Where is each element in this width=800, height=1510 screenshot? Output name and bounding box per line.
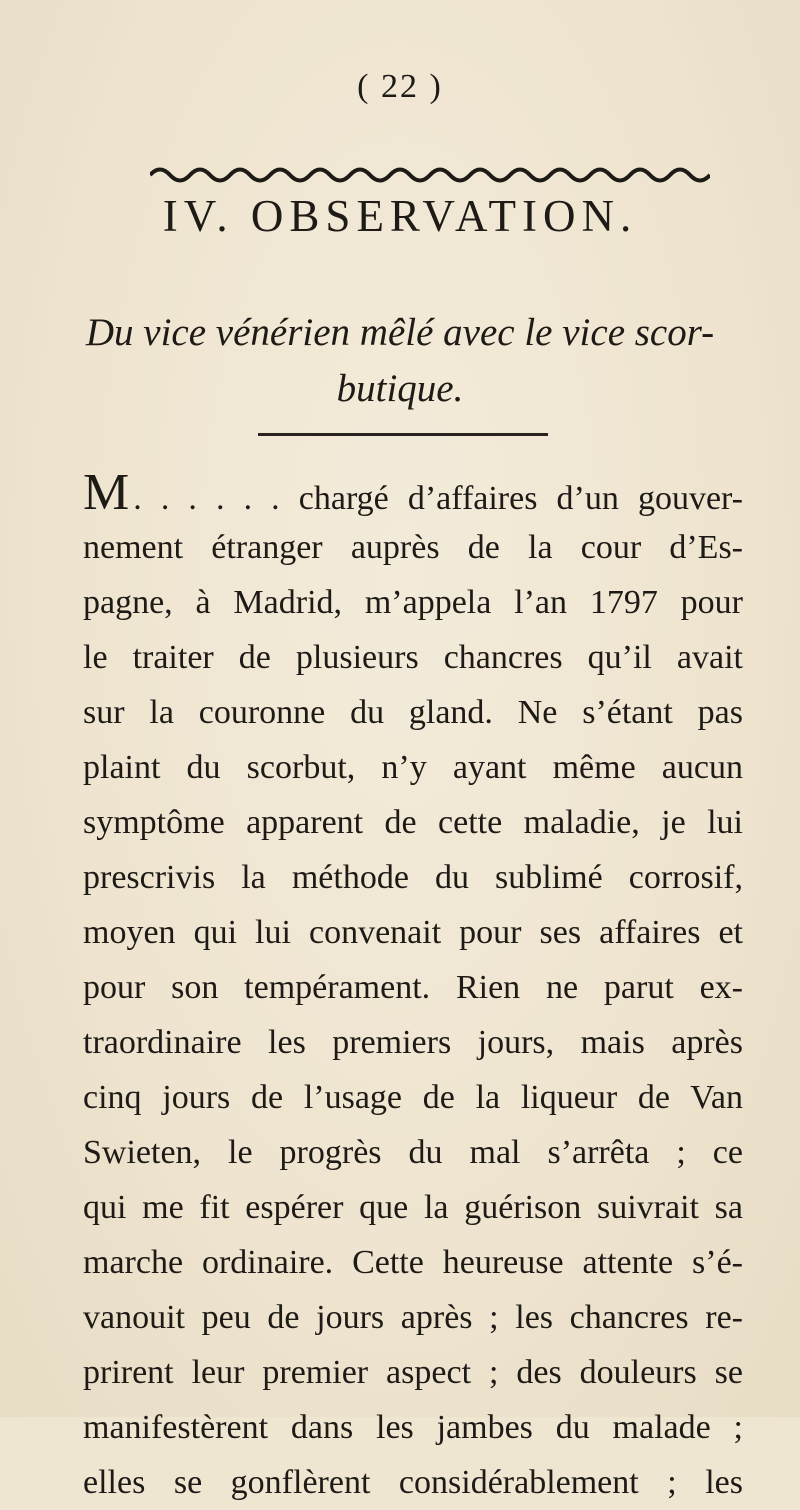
text-line: cinq jours de l’usage de la liqueur de Van [83, 1079, 743, 1116]
text-line: prescrivis la méthode du sublimé corrosif, [83, 859, 743, 896]
text-line: manifestèrent dans les jambes du malade ; [83, 1409, 743, 1446]
text-line: plaint du scorbut, n’y ayant même aucun [83, 749, 743, 786]
text-line: prirent leur premier aspect ; des douleurs se [83, 1354, 743, 1391]
title-divider-rule [258, 433, 548, 436]
body-text [83, 465, 743, 1510]
text-line: moyen qui lui convenait pour ses affaires et [83, 914, 743, 951]
text-line-content: . . . . . . chargé d’affaires d’un gouver- [133, 480, 743, 517]
observation-subtitle [0, 305, 800, 417]
text-line: pagne, à Madrid, m’appela l’an 1797 pour [83, 584, 743, 621]
text-line: symptôme apparent de cette maladie, je lui [83, 804, 743, 841]
subtitle-line: Du vice vénérien mêlé avec le vice scor- [85, 311, 715, 354]
text-line [83, 465, 743, 520]
text-line: vanouit peu de jours après ; les chancres re- [83, 1299, 743, 1336]
text-line: Swieten, le progrès du mal s’arrêta ; ce [83, 1134, 743, 1171]
text-line: traordinaire les premiers jours, mais après [83, 1024, 743, 1061]
text-line: pour son tempérament. Rien ne parut ex- [83, 969, 743, 1006]
text-line: marche ordinaire. Cette heureuse attente s’é- [83, 1244, 743, 1281]
text-line: le traiter de plusieurs chancres qu’il avait [83, 639, 743, 676]
drop-initial: M [83, 465, 130, 520]
decorative-ornament-rule [150, 160, 710, 190]
text-line: qui me fit espérer que la guérison suivrait sa [83, 1189, 743, 1226]
text-line: nement étranger auprès de la cour d’Es- [83, 529, 743, 566]
section-title: IV. OBSERVATION. [162, 191, 638, 241]
text-line: sur la couronne du gland. Ne s’étant pas [83, 694, 743, 731]
subtitle-line: butique. [336, 367, 464, 410]
page-number: ( 22 ) [357, 68, 443, 105]
text-line: elles se gonflèrent considérablement ; les [83, 1464, 743, 1501]
